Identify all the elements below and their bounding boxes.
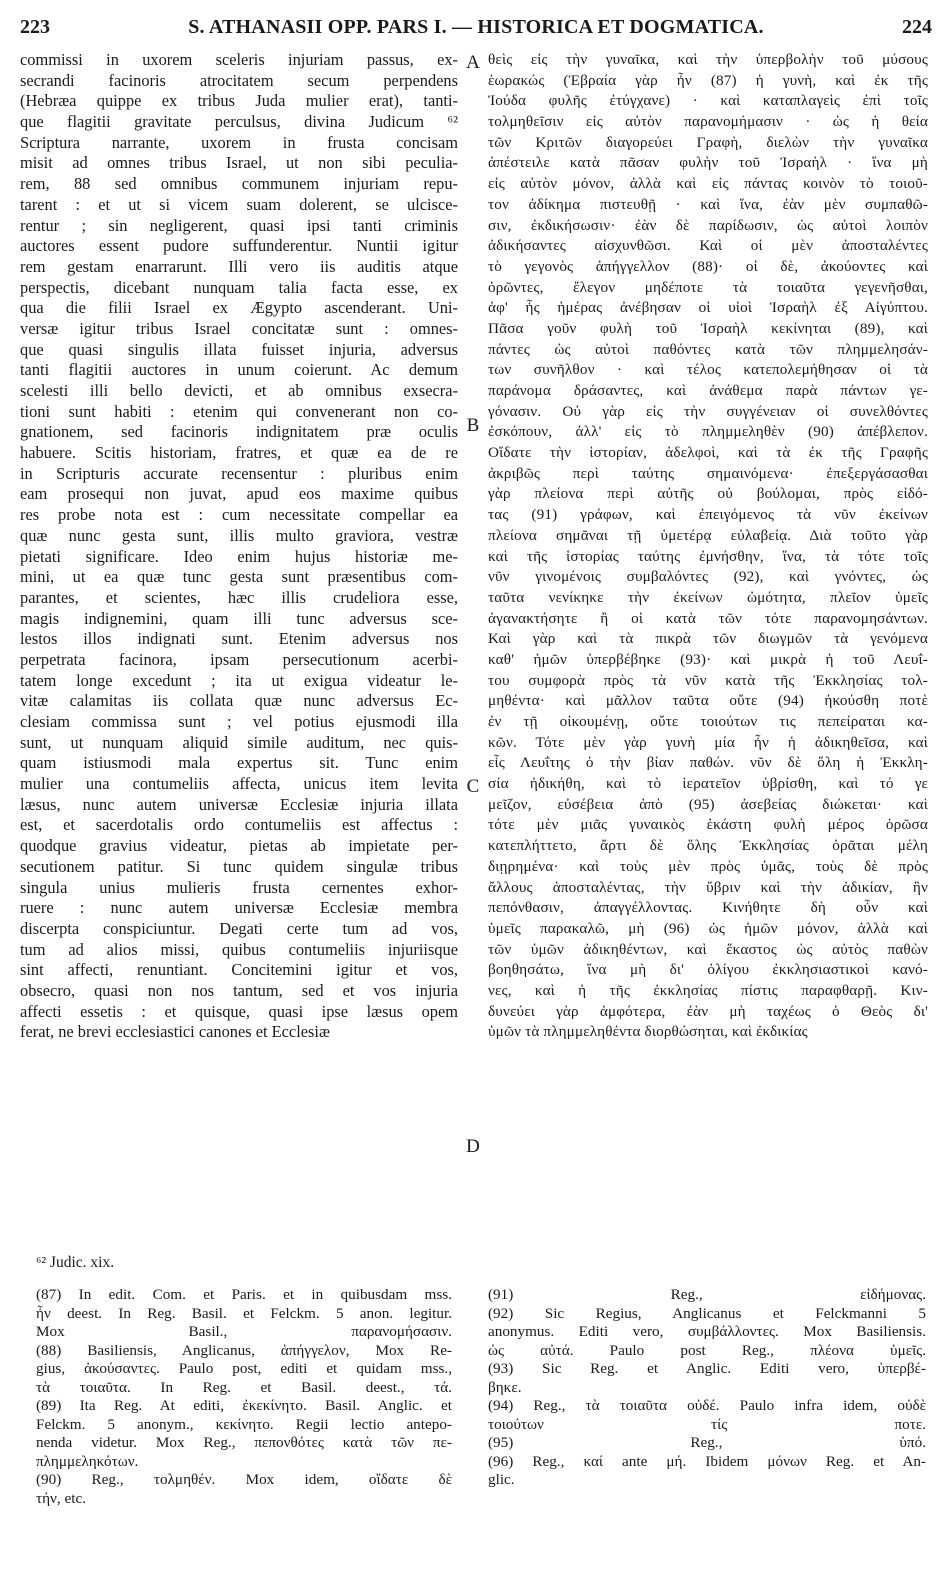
latin-text-line: res probe nota est : cum necessitate compellar ea [20, 505, 458, 525]
greek-text-line: ἀπέστειλε κατὰ πᾶσαν φυλὴν τοῦ Ἰσραὴλ · ἵνα μὴ [488, 154, 928, 172]
greek-text-line: ἐν τῇ οἰκουμένῃ, οὔτε τοιούτων τις πεπείραται κα- [488, 713, 928, 730]
running-header [20, 16, 932, 42]
latin-text-line: rem, 88 sed omnibus communem injuriam repu- [20, 174, 458, 194]
critical-note-line: (88) Basiliensis, Anglicanus, ἀπήγγελον, Mox Re- [36, 1341, 452, 1359]
greek-column [488, 50, 928, 1043]
greek-text-line: των συνῆλθον · καὶ τέλος κατεπολεμήθησαν οἱ τὰ [488, 361, 928, 379]
greek-text-line: ἄλλους ἀποσταλέντας, τὴν ὕβριν καὶ τὴν ἀδικίαν, ἣν [488, 878, 928, 896]
greek-text-line: πλείονα σημᾶναι τῇ ὑμετέρᾳ εὐλαβείᾳ. Διὰ τοῦτο γὰρ [488, 526, 928, 544]
critical-note-line: πλημμεληκότων. [36, 1452, 139, 1470]
critical-note-line: ἦν deest. In Reg. Basil. et Felckm. 5 anon. legitur. [36, 1304, 452, 1322]
greek-text-line: καθ' ἡμῶν ὑπερβέβηκε (93)· καὶ μικρὰ ἡ τοῦ Λευΐ- [488, 650, 928, 668]
margin-letter-c: C [466, 776, 480, 797]
greek-text-line: κῶν. Τότε μὲν γὰρ γυνὴ μία ἦν ἡ ἀδικηθεῖσα, καὶ [488, 733, 928, 751]
greek-text-line: ὁρῶντες, ἔλεγον μηδέποτε τὰ τοιαῦτα γεγενῆσθαι, [488, 278, 928, 296]
greek-text-line: σιν, ἐκδικήσωσιν· ἐὰν δὲ παρίδωσιν, ὡς αὐτοὶ λοιπὸν [488, 216, 928, 234]
latin-text-line: auctores essent pudore suffunderentur. Nuntii igitur [20, 236, 458, 256]
greek-text-line: ἑωρακώς (Ἑβραία γὰρ ἦν (87) ἡ γυνὴ, καὶ ἐκ τῆς [488, 71, 928, 89]
greek-text-line: παράνομα δράσαντες, καὶ ἀνάθεμα παρὰ πάντων γε- [488, 382, 928, 399]
greek-text-line: γὰρ πλείονα περὶ αὐτῆς οὐ βούλομαι, πρὸς εἰδό- [488, 485, 928, 503]
latin-text-line: sint affecti, renuntiant. Concitemini igitur et vos, [20, 960, 458, 980]
latin-text-line: lestos illos indignati sunt. Etenim adversus nos [20, 629, 458, 649]
greek-text-line: τῶν ὑμῶν ἀδικηθέντων, καὶ ἕκαστος ὡς αὐτὸς παθὼν [488, 940, 928, 958]
page-number-right: 224 [902, 16, 932, 38]
critical-note-line: (96) Reg., καί ante μή. Ibidem μόνων Reg. et An- [488, 1452, 926, 1470]
latin-text-line: perpetrata facinora, ipsam persecutionum acerbi- [20, 649, 458, 669]
latin-column [20, 50, 458, 1043]
latin-text-line: magis indignemini, quam illi tunc adversus sce- [20, 608, 458, 628]
greek-text-line: κατεπλήττετο, ἄρτι δὲ ὅλης Ἐκκλησίας ὁρᾶται μέλη [488, 837, 928, 855]
latin-text-line: rem gestam enarrarunt. Illi vero iis auditis atque [20, 256, 458, 276]
critical-notes-right [488, 1286, 926, 1490]
greek-text-line: εἷς Λευΐτης ὁ τὴν βίαν παθών. νῦν δὲ ὅλη ἡ Ἐκκλη- [488, 754, 928, 772]
latin-text-line: est, et sacerdotalis ordo contumeliis est affectus : [20, 815, 458, 835]
latin-text-line: ferat, ne brevi ecclesiastici canones et Ecclesiæ [20, 1022, 330, 1042]
critical-note-line: gius, ἀκούσαντες. Paulo post, editi et quidam mss., [36, 1360, 452, 1377]
latin-text-line: discerpta conspiciuntur. Degati certe tum ad vos, [20, 918, 458, 938]
latin-text-line: (Hebræa quippe ex tribus Juda mulier erat), tanti- [20, 91, 458, 111]
latin-text-line: commissi in uxorem sceleris injuriam passus, ex- [20, 50, 458, 69]
critical-note-line: τοιούτων τίς ποτε. [488, 1415, 926, 1433]
greek-text-line: καὶ τῆς ἱστορίας ταύτης ἐμνήσθην, ἵνα, τὰ τότε τοῖς [488, 547, 928, 565]
critical-note-line: anonymus. Editi vero, συμβάλλοντες. Mox Basiliensis. [488, 1323, 926, 1340]
critical-note-line: (92) Sic Regius, Anglicanus et Felckmanni 5 [488, 1304, 926, 1322]
latin-text-line: singula unius mulieris frusta cernentes exhor- [20, 877, 458, 897]
latin-text-line: secutionem patitur. Si tunc quidem singulæ tribus [20, 856, 458, 876]
footnote-62: ⁶² Judic. xix. [36, 1254, 115, 1271]
greek-text-line: τολμηθεῖσιν εἰς αὐτὸν παρανομήμασιν · ὡς ἡ θεία [488, 113, 928, 131]
latin-text-line: secrandi facinoris atrocitatem secum perpendens [20, 70, 458, 90]
greek-text-line: Πᾶσα γοῦν φυλὴ τοῦ Ἰσραὴλ κεκίνηται (89), καὶ [488, 319, 928, 337]
latin-text-line: in Scripturis accurate recensentur : pluribus enim [20, 463, 458, 483]
latin-text-line: affecti essetis : et quisque, quasi ipse læsus opem [20, 1001, 458, 1021]
latin-text-line: quodque gravius videatur, pietas ab impietate per- [20, 836, 458, 856]
critical-note-line: (93) Sic Reg. et Anglic. Editi vero, ὑπερβέ- [488, 1360, 926, 1377]
greek-text-line: ἀφ' ἧς ἡμέρας ἀνέβησαν οἱ υἱοὶ Ἰσραὴλ ἐξ Αἰγύπτου. [488, 299, 928, 317]
critical-note-line: (89) Ita Reg. At editi, ἐκεκίνητο. Basil. Anglic. et [36, 1397, 452, 1414]
greek-text-line: τας (91) γράφων, καὶ ἐπειγόμενος τὰ νῦν ἐκείνων [488, 506, 928, 524]
latin-text-line: perspectis, dicebant nunquam talia facta esse, ex [20, 277, 458, 297]
latin-text-line: rentur ; sin negligerent, quasi ipsi tanti criminis [20, 215, 458, 235]
latin-text-line: tarent : et ut si vicem suam dolerent, se ulcisce- [20, 194, 458, 214]
critical-note-line: glic. [488, 1471, 515, 1488]
latin-text-line: clesiam commissa sunt ; vel potius ejusmodi illa [20, 712, 458, 731]
greek-text-line: γόνασιν. Οὐ γὰρ εἰς τὴν συγγένειαν οἱ συνελθόντες [488, 402, 928, 420]
critical-note-line: τήν, etc. [36, 1489, 87, 1507]
greek-text-line: μηθέντα· καὶ μᾶλλον ταῦτα οὔτε (94) ἠκούσθη ποτὲ [488, 692, 928, 710]
latin-text-line: ruere : nunc autem universæ Ecclesiæ membra [20, 898, 458, 918]
greek-text-line: ἐσκόπουν, ἀλλ' εἰς τὸ πλημμεληθὲν (90) ἀπέβλεπον. [488, 423, 928, 441]
latin-text-line: pietati significare. Ideo enim hujus historiæ me- [20, 546, 458, 566]
critical-note-line: Mox Basil., παρανομήσασιν. [36, 1323, 452, 1340]
greek-text-line: ἀκριβῶς περὶ ταύτης σημαινόμενα· ἐπεξεργάσασθαι [488, 464, 928, 482]
greek-text-line: ὑμεῖς παρακαλῶ, μὴ (96) ὡς ἡμῶν μόνον, ἀλλὰ καὶ [488, 919, 928, 937]
critical-note-line: (87) In edit. Com. et Paris. et in quibusdam mss. [36, 1286, 452, 1303]
latin-text-line: quam istiusmodi mala expertus sit. Tunc enim [20, 753, 458, 773]
latin-text-line: qua die filii Israel ex Ægypto ascenderant. Uni- [20, 298, 458, 318]
critical-note-line: ὡς αὐτά. Paulo post Reg., πλέονα ὑμεῖς. [488, 1341, 926, 1359]
critical-note-line: (94) Reg., τὰ τοιαῦτα οὐδέ. Paulo infra idem, οὐδὲ [488, 1397, 926, 1414]
greek-text-line: τότε μὲν μιᾶς γυναικὸς ἑκάστη φυλὴ μέρος ὁρῶσα [488, 816, 928, 834]
greek-text-line: ταῦτα νενίκηκε τὴν ἐκείνων ὠμότητα, πλεῖον ὑμεῖς [488, 588, 928, 606]
greek-text-line: εἰς αὐτὸν μόνον, ἀλλὰ καὶ εἰς πάντας κοινὸν τὸ τοιοῦ- [488, 175, 928, 193]
latin-text-line: que flagitii gravitate perculsus, divina Judicum ⁶² [20, 112, 458, 132]
greek-text-line: του συμφορὰ πρὸς τὰ νῦν κατὰ τῆς Ἐκκλησίας τολ- [488, 671, 928, 689]
greek-text-line: θεὶς εἰς τὴν γυναῖκα, καὶ τὴν ὑπερβολὴν τοῦ μύσους [488, 51, 928, 68]
critical-notes-left [36, 1286, 452, 1508]
latin-text-line: læsus, nunc autem universæ Ecclesiæ injuria illata [20, 794, 458, 814]
greek-text-line: μεῖζον, εὐσέβεια ἀπὸ (95) ἀσεβείας διώκεται· καὶ [488, 795, 928, 813]
greek-text-line: πάντες ὡς αὐτοὶ παθόντες κατὰ τῶν πλημμελησάν- [488, 340, 928, 358]
latin-text-line: versæ igitur tribus Israel concitatæ sunt : omnes- [20, 318, 458, 338]
critical-note-line: nenda videtur. Mox Reg., πεπονθότες κατὰ τῶν πε- [36, 1434, 452, 1451]
latin-text-line: tatem longe excedunt ; ita ut exigua videatur le- [20, 670, 458, 690]
greek-text-line: νες, καὶ ἡ τῆς ἐκκλησίας πίστις παραφθαρῇ. Κιν- [488, 981, 928, 999]
greek-text-line: σία ἠδικήθη, καὶ τὸ ἱερατεῖον ὑβρίσθη, καὶ τό γε [488, 775, 928, 793]
latin-text-line: mini, ut ea quæ tunc gesta sunt præsentibus com- [20, 567, 458, 587]
margin-letter-b: B [466, 415, 480, 436]
greek-text-line: ἀγανακτήσητε ἢ οἱ κατὰ τῶν τότε παρανομησάντων. [488, 609, 928, 627]
greek-text-line: Ἰούδα φυλῆς ἐτύγχανε) · καὶ καταπλαγεὶς ἐπὶ τοῖς [488, 92, 928, 110]
greek-text-line: πεπόνθασιν, ἀπαγγέλλοντας. Κινήθητε δὴ οὖν καὶ [488, 899, 928, 917]
greek-text-line: Καὶ γὰρ καὶ τὰ πικρὰ τῶν διωγμῶν τὰ γενόμενα [488, 630, 928, 648]
greek-text-line: τὸ γεγονὸς ἀπήγγελλον (88)· οἱ δὲ, ἀκούοντες καὶ [488, 257, 928, 275]
running-title: S. ATHANASII OPP. PARS I. — HISTORICA ET DOGMATICA. [188, 16, 764, 38]
greek-text-line: ἀδικήσαντες αἰσχυνθῶσι. Καὶ οἱ μὲν ἀποσταλέντες [488, 237, 928, 255]
critical-note-line: τὰ τοιαῦτα. In Reg. et Basil. deest., τά. [36, 1378, 452, 1396]
critical-note-line: (90) Reg., τολμηθέν. Mox idem, οἴδατε δὲ [36, 1471, 452, 1488]
greek-text-line: βοηθησάτω, ἵνα μὴ δι' ὀλίγου ἐκκλησιαστικοὶ κανό- [488, 961, 928, 979]
greek-text-line: δυνεύει γὰρ ἀμφότερα, ἐὰν μὴ ταχέως ὁ Θεὸς δι' [488, 1002, 928, 1020]
latin-text-line: misit ad omnes tribus Israel, ut non sibi peculia- [20, 153, 458, 173]
margin-letter-d: D [466, 1136, 480, 1157]
critical-note-line: (91) Reg., εἰδήμονας. [488, 1286, 926, 1303]
greek-text-line: νῦν γινομένοις συμβαλόντες (92), καὶ γνόντες, ὡς [488, 568, 928, 586]
critical-note-line: Felckm. 5 anonym., κεκίνητο. Regii lectio antepo- [36, 1415, 452, 1433]
critical-note-line: βηκε. [488, 1378, 522, 1396]
latin-text-line: habuere. Scitis historiam, fratres, et quæ ea de re [20, 443, 458, 463]
latin-text-line: tum ad alios missi, quibus contumeliis injuriisque [20, 939, 458, 959]
greek-text-line: τῶν Κριτῶν διαγορεύει Γραφὴ, διελὼν τὴν γυναῖκα [488, 133, 928, 151]
critical-note-line: (95) Reg., ὑπό. [488, 1434, 926, 1451]
latin-text-line: Scriptura narrante, uxorem in frusta concisam [20, 132, 458, 152]
latin-text-line: sunt, ut nunquam aliquid simile auditum, nec quis- [20, 732, 458, 752]
latin-text-line: gnationem, sed facinoris indignitatem præ oculis [20, 422, 458, 442]
latin-text-line: tanti flagitii auctores in unum coierunt. Ac demum [20, 360, 458, 380]
greek-text-line: τον ἀδίκημα πιστευθῇ · καὶ ἵνα, ἐὰν μὲν συμπαθῶ- [488, 195, 928, 213]
greek-text-line: διῃρημένα· καὶ τοὺς μὲν πρὸς ὑμᾶς, τοὺς δὲ πρὸς [488, 857, 928, 875]
greek-text-line: Οἴδατε τὴν ἱστορίαν, ἀδελφοὶ, καὶ τὰ ἐκ τῆς Γραφῆς [488, 444, 928, 462]
page-number-left: 223 [20, 16, 50, 38]
latin-text-line: quæ nunc gesta sunt, illis multo graviora, vestræ [20, 525, 458, 545]
margin-letter-a: A [466, 52, 480, 73]
latin-text-line: scelesti illi bello devicti, et ab omnibus exsecra- [20, 381, 458, 400]
latin-text-line: eam prosequi non juvat, apud eos maxime quibus [20, 484, 458, 504]
latin-text-line: tioni sunt habiti : etenim qui convenerant non co- [20, 401, 458, 421]
latin-text-line: obsecro, quasi non nos tantum, sed et vos injuria [20, 980, 458, 1000]
latin-text-line: que quasi singulis illata fuisset injuria, adversus [20, 339, 458, 359]
latin-text-line: vitæ calamitas iis collata quæ nunc adversus Ec- [20, 691, 458, 711]
latin-text-line: parantes, et scientes, hæc illis crudeliora esse, [20, 587, 458, 607]
greek-text-line: ὑμῶν τὰ πλημμεληθέντα διορθώσηται, καὶ ἐκδικίας [488, 1023, 808, 1041]
latin-text-line: mulier una contumeliis affecta, unicus item levita [20, 774, 458, 794]
